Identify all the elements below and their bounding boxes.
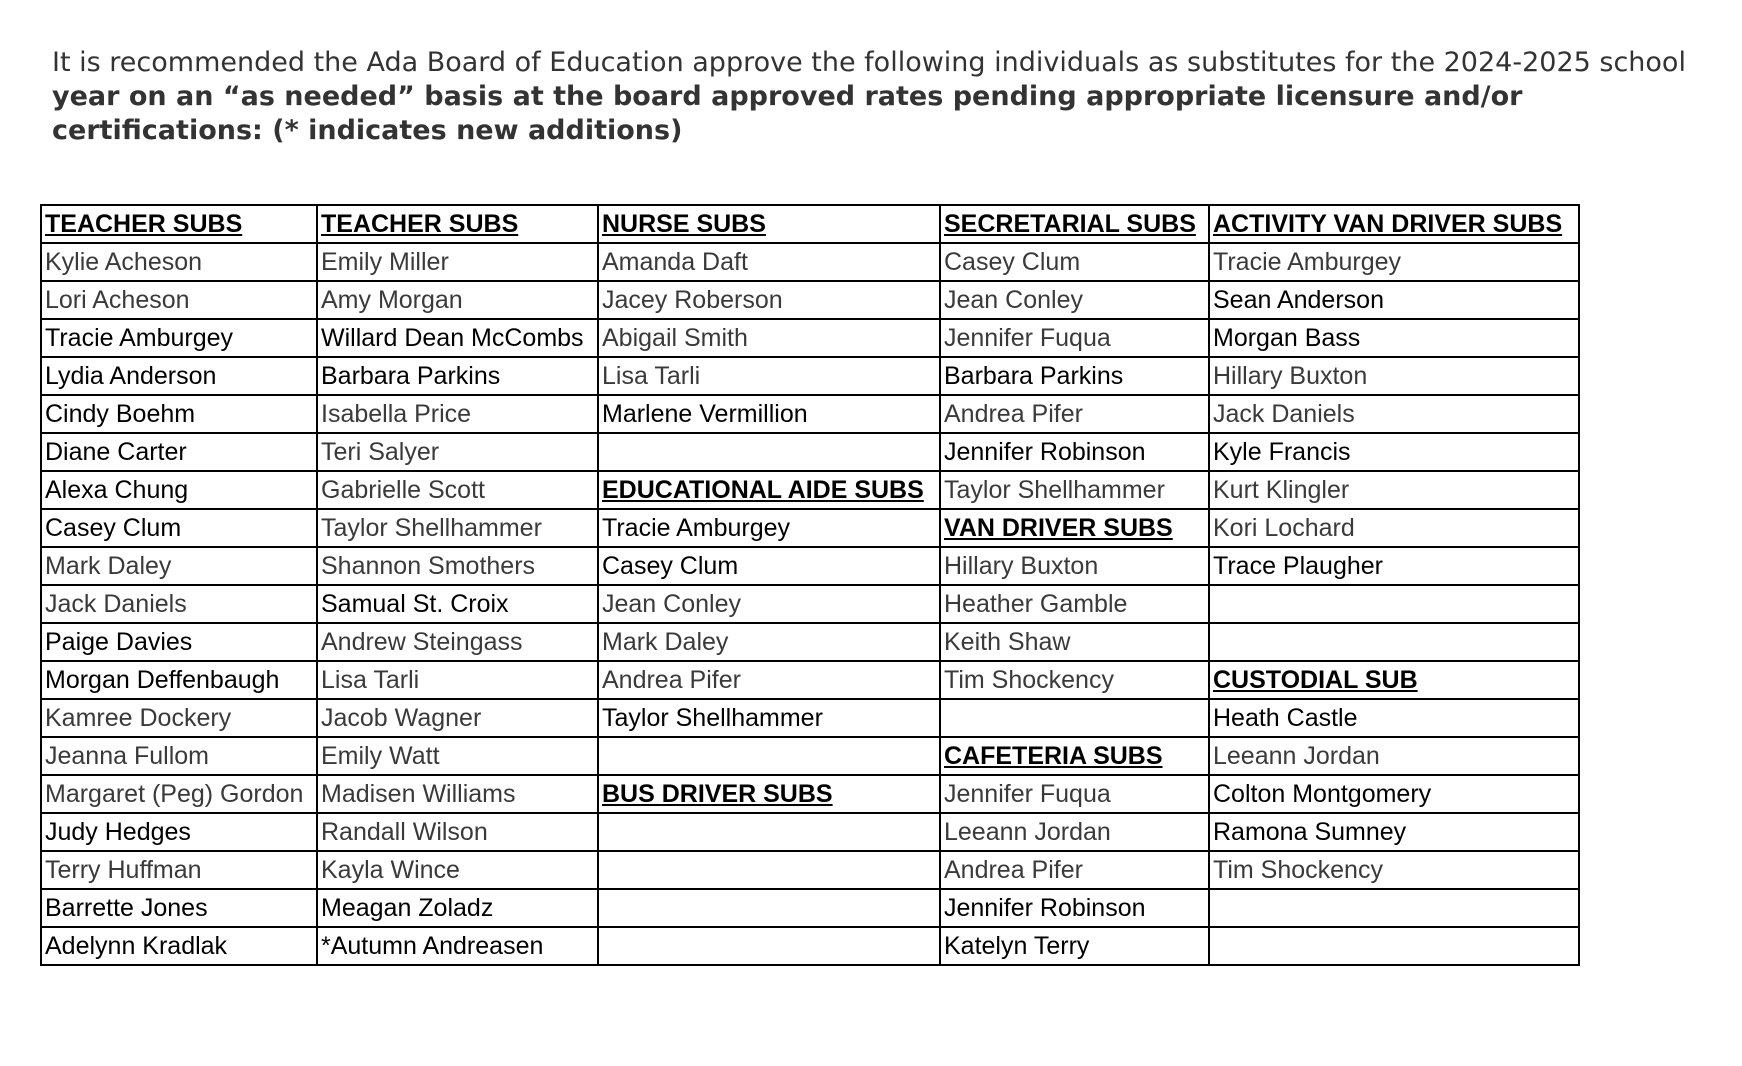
empty-cell [598,433,940,471]
section-header-cell: SECRETARIAL SUBS [940,205,1209,243]
name-cell: Leeann Jordan [1209,737,1579,775]
name-cell: Trace Plaugher [1209,547,1579,585]
name-cell: Abigail Smith [598,319,940,357]
section-header-cell: TEACHER SUBS [41,205,317,243]
name-cell: Lydia Anderson [41,357,317,395]
empty-cell [598,737,940,775]
name-cell: Heather Gamble [940,585,1209,623]
empty-cell [1209,623,1579,661]
name-cell: Adelynn Kradlak [41,927,317,965]
empty-cell [1209,927,1579,965]
name-cell: Andrew Steingass [317,623,598,661]
name-cell: Jennifer Robinson [940,889,1209,927]
section-header-cell: CAFETERIA SUBS [940,737,1209,775]
name-cell: Tracie Amburgey [41,319,317,357]
name-cell: Jack Daniels [41,585,317,623]
table-row [41,623,1579,661]
table-row [41,243,1579,281]
table-row [41,319,1579,357]
section-header-cell: NURSE SUBS [598,205,940,243]
name-cell: Barbara Parkins [317,357,598,395]
name-cell: Casey Clum [41,509,317,547]
name-cell: Lisa Tarli [598,357,940,395]
name-cell: Hillary Buxton [1209,357,1579,395]
name-cell: Jennifer Fuqua [940,319,1209,357]
table-row [41,547,1579,585]
name-cell: Amy Morgan [317,281,598,319]
empty-cell [940,699,1209,737]
empty-cell [598,889,940,927]
name-cell: Randall Wilson [317,813,598,851]
name-cell: Cindy Boehm [41,395,317,433]
name-cell: *Autumn Andreasen [317,927,598,965]
table-row [41,471,1579,509]
name-cell: Lori Acheson [41,281,317,319]
intro-bold-text: year on an “as needed” basis at the board approved rates pending appropriate licensure and/or certifications: (* indicates new additions) [52,81,1523,146]
table-row [41,395,1579,433]
table-row [41,661,1579,699]
name-cell: Judy Hedges [41,813,317,851]
name-cell: Jennifer Fuqua [940,775,1209,813]
empty-cell [1209,585,1579,623]
name-cell: Marlene Vermillion [598,395,940,433]
name-cell: Kylie Acheson [41,243,317,281]
empty-cell [1209,889,1579,927]
name-cell: Taylor Shellhammer [598,699,940,737]
name-cell: Jacob Wagner [317,699,598,737]
name-cell: Samual St. Croix [317,585,598,623]
name-cell: Isabella Price [317,395,598,433]
name-cell: Paige Davies [41,623,317,661]
name-cell: Hillary Buxton [940,547,1209,585]
name-cell: Andrea Pifer [598,661,940,699]
intro-plain-text: It is recommended the Ada Board of Education approve the following individuals as substitutes for the 2024-2025 school [52,47,1686,78]
table-row [41,927,1579,965]
name-cell: Meagan Zoladz [317,889,598,927]
substitutes-table [40,204,1580,966]
name-cell: Leeann Jordan [940,813,1209,851]
name-cell: Barrette Jones [41,889,317,927]
name-cell: Tim Shockency [940,661,1209,699]
name-cell: Teri Salyer [317,433,598,471]
section-header-cell: EDUCATIONAL AIDE SUBS [598,471,940,509]
name-cell: Casey Clum [940,243,1209,281]
name-cell: Colton Montgomery [1209,775,1579,813]
section-header-cell: TEACHER SUBS [317,205,598,243]
name-cell: Sean Anderson [1209,281,1579,319]
name-cell: Katelyn Terry [940,927,1209,965]
name-cell: Mark Daley [598,623,940,661]
table-row [41,585,1579,623]
section-header-cell: VAN DRIVER SUBS [940,509,1209,547]
table-row [41,509,1579,547]
name-cell: Margaret (Peg) Gordon [41,775,317,813]
name-cell: Heath Castle [1209,699,1579,737]
name-cell: Tracie Amburgey [598,509,940,547]
empty-cell [598,813,940,851]
name-cell: Kayla Wince [317,851,598,889]
name-cell: Shannon Smothers [317,547,598,585]
table-row [41,357,1579,395]
name-cell: Jean Conley [598,585,940,623]
name-cell: Tracie Amburgey [1209,243,1579,281]
name-cell: Tim Shockency [1209,851,1579,889]
name-cell: Diane Carter [41,433,317,471]
name-cell: Jacey Roberson [598,281,940,319]
name-cell: Jack Daniels [1209,395,1579,433]
intro-paragraph [52,46,1712,148]
empty-cell [598,851,940,889]
name-cell: Keith Shaw [940,623,1209,661]
name-cell: Jeanna Fullom [41,737,317,775]
table-row [41,433,1579,471]
name-cell: Kori Lochard [1209,509,1579,547]
section-header-cell: CUSTODIAL SUB [1209,661,1579,699]
name-cell: Taylor Shellhammer [940,471,1209,509]
name-cell: Willard Dean McCombs [317,319,598,357]
name-cell: Jennifer Robinson [940,433,1209,471]
table-row [41,813,1579,851]
name-cell: Kurt Klingler [1209,471,1579,509]
table-row [41,775,1579,813]
name-cell: Mark Daley [41,547,317,585]
name-cell: Barbara Parkins [940,357,1209,395]
name-cell: Morgan Bass [1209,319,1579,357]
name-cell: Emily Watt [317,737,598,775]
section-header-cell: ACTIVITY VAN DRIVER SUBS [1209,205,1579,243]
name-cell: Kamree Dockery [41,699,317,737]
section-header-cell: BUS DRIVER SUBS [598,775,940,813]
table-row [41,889,1579,927]
table-row [41,851,1579,889]
name-cell: Kyle Francis [1209,433,1579,471]
name-cell: Casey Clum [598,547,940,585]
table-row [41,699,1579,737]
name-cell: Andrea Pifer [940,851,1209,889]
table-row [41,737,1579,775]
name-cell: Emily Miller [317,243,598,281]
substitutes-table-body [41,205,1579,965]
empty-cell [598,927,940,965]
name-cell: Morgan Deffenbaugh [41,661,317,699]
name-cell: Gabrielle Scott [317,471,598,509]
name-cell: Taylor Shellhammer [317,509,598,547]
name-cell: Lisa Tarli [317,661,598,699]
name-cell: Jean Conley [940,281,1209,319]
name-cell: Andrea Pifer [940,395,1209,433]
name-cell: Alexa Chung [41,471,317,509]
name-cell: Amanda Daft [598,243,940,281]
name-cell: Ramona Sumney [1209,813,1579,851]
table-header-row [41,205,1579,243]
table-row [41,281,1579,319]
name-cell: Madisen Williams [317,775,598,813]
name-cell: Terry Huffman [41,851,317,889]
